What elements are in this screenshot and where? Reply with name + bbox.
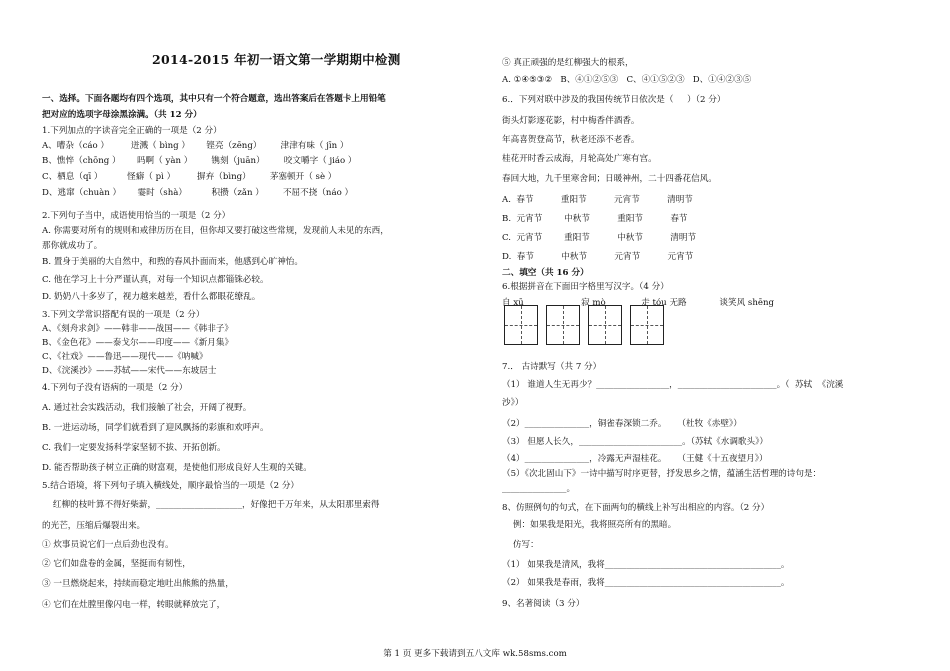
left-text-line: 5.结合语境，将下列句子填入横线处，顺序最恰当的一项是（2 分） xyxy=(42,481,300,491)
right-text-line: 7.． 古诗默写（共 7 分） xyxy=(502,362,602,372)
left-text-line: C. 他在学习上十分严谨认真，对每一个知识点都锱铢必较。 xyxy=(42,275,269,285)
tianzige-cell[interactable] xyxy=(546,305,580,345)
right-text-line: 桂花开时香云成海，月轮高处广寒有宫。 xyxy=(502,154,657,164)
right-text-line: ⑤ 真正顽强的是红柳强大的根系， xyxy=(502,58,634,68)
left-text-line: A. 你需要对所有的规则和戒律历历在目，但你却又要打破这些常规，发现前人未见的东西， xyxy=(42,226,389,236)
right-text-line: 年高喜贺登高节，秋老还添不老香。 xyxy=(502,135,640,145)
left-text-line: D、逃窜（chuàn ） 霎时（shà） 积攒（zǎn ） 不屈不挠（náo ） xyxy=(42,188,354,198)
left-text-line: 那你就成功了。 xyxy=(42,241,103,251)
right-text-line: （3） 但愿人长久，________________________。（苏轼《水调歌头》） xyxy=(502,437,769,447)
right-text-line: 例：如果我是阳光，我将照亮所有的黑暗。 xyxy=(502,520,677,530)
right-text-line: 春回大地，九千里寒舍间；日暖神州，二十四番花信风。 xyxy=(502,174,717,184)
right-text-line: 二、填空（共 16 分） xyxy=(502,268,589,278)
left-text-line: ② 它们如盘卷的金属，坚挺而有韧性， xyxy=(42,559,191,569)
right-text-line: A. ①④⑤③② B、④①②⑤③ C、④①⑤②③ D、①④②③⑤ xyxy=(502,75,752,85)
tianzige-cell[interactable] xyxy=(588,305,622,345)
page-title: 2014-2015 年初一语文第一学期期中检测 xyxy=(152,52,401,67)
left-text-line: C、栖息（qī ） 怪癖（ pì ） 摒弃（bìng） 茅塞顿开（ sè ） xyxy=(42,172,337,182)
tianzige-cell[interactable] xyxy=(504,305,538,345)
right-text-line: 仿写： xyxy=(502,540,539,550)
left-text-line: D. 奶奶八十多岁了，视力越来越差，看什么都眼花缭乱。 xyxy=(42,292,261,302)
right-text-line: C. 元宵节 重阳节 中秋节 清明节 xyxy=(502,233,697,243)
right-text-line: D. 春节 中秋节 元宵节 元宵节 xyxy=(502,252,694,262)
left-text-line: D、《浣溪沙》——苏轼——宋代——东坡居士 xyxy=(42,366,217,376)
right-text-line: （1） 如果我是清风，我将_________________________________________。 xyxy=(502,560,790,570)
right-text-line: （2）_______________，铜雀春深锁二乔。 （杜牧《赤壁》） xyxy=(502,419,742,429)
left-text-line: ① 炊事员说它们一点后劲也没有。 xyxy=(42,540,174,550)
right-text-line: 6.．下列对联中涉及的我国传统节日依次是（ ）（2 分） xyxy=(502,95,726,105)
left-text-line: D. 能否帮助孩子树立正确的财富观，是使他们形成良好人生观的关键。 xyxy=(42,463,312,473)
right-text-line: 沙》） xyxy=(502,398,524,408)
left-text-line: 一、选择。下面各题均有四个选项，其中只有一个符合题意，选出答案后在答题卡上用铅笔 xyxy=(42,94,386,104)
right-text-line: _______________。 xyxy=(502,484,576,494)
left-text-line: B、憔悴（chōng ） 吗啊（ yàn ） 镌刻（juān） 咬文嚼字（ jiáo ） xyxy=(42,156,357,166)
left-text-line: 的光芒，压缩后爆裂出来。 xyxy=(42,521,146,531)
left-text-line: ④ 它们在灶膛里像闪电一样，转眼就释放完了， xyxy=(42,600,226,610)
right-text-line: A. 春节 重阳节 元宵节 清明节 xyxy=(502,195,693,205)
right-text-line: （4）_______________，冷露无声湿桂花。 （王健《十五夜望月》） xyxy=(502,454,768,464)
left-text-line: B. 置身于美丽的大自然中，和煦的春风扑面而来，他感到心旷神怡。 xyxy=(42,257,303,267)
right-text-line: 8、仿照例句的句式，在下面两句的横线上补写出相应的内容。（2 分） xyxy=(502,503,770,513)
left-text-line: 红柳的枝叶算不得好柴薪，____________________，好像把千万年来，从太阳那里索得 xyxy=(42,500,380,510)
left-text-line: C. 我们一定要发扬科学家坚韧不拔、开拓创新。 xyxy=(42,443,226,453)
left-text-line: B、《金色花》——泰戈尔——印度——《新月集》 xyxy=(42,338,234,348)
right-text-line: 自 xū 寂 mò 走 tóu 无路 谈笑风 shēng xyxy=(502,298,775,308)
left-text-line: A. 通过社会实践活动，我们接触了社会，开阔了视野。 xyxy=(42,403,252,413)
left-text-line: 1.下列加点的字读音完全正确的一项是（2 分） xyxy=(42,126,222,136)
left-text-line: 2.下列句子当中，成语使用恰当的一项是（2 分） xyxy=(42,211,231,221)
right-text-line: （2） 如果我是春雨，我将_________________________________________。 xyxy=(502,578,790,588)
right-text-line: （1） 谁道人生无再少？_________________，_______________________。（ 苏轼 《浣溪 xyxy=(502,380,844,390)
left-text-line: B. 一进运动场，同学们就看到了迎风飘扬的彩旗和欢呼声。 xyxy=(42,423,269,433)
left-text-line: 把对应的选项字母涂黑涂满。（共 12 分） xyxy=(42,110,202,120)
left-text-line: 4.下列句子没有语病的一项是（2 分） xyxy=(42,383,188,393)
right-text-line: 6.根据拼音在下面田字格里写汉字。（4 分） xyxy=(502,282,669,292)
left-text-line: ③ 一旦燃烧起来，持续而稳定地吐出熊熊的热量， xyxy=(42,579,234,589)
right-text-line: （5）《次北固山下》一诗中描写时序更替，抒发思乡之情，蕴涵生活哲理的诗句是： xyxy=(502,469,822,479)
left-text-line: 3.下列文学常识搭配有误的一项是（2 分） xyxy=(42,310,205,320)
tianzige-cell[interactable] xyxy=(630,305,664,345)
left-text-line: A、《刻舟求剑》——韩非——战国——《韩非子》 xyxy=(42,324,233,334)
left-text-line: C、《社戏》——鲁迅——现代——《呐喊》 xyxy=(42,352,208,362)
right-text-line: 9、名著阅读（3 分） xyxy=(502,599,585,609)
page-footer: 第 1 页 更多下载请到五八文库 wk.58sms.com xyxy=(383,649,567,659)
right-text-line: B. 元宵节 中秋节 重阳节 春节 xyxy=(502,214,688,224)
right-text-line: 街头灯影逐花影，村中梅香伴酒香。 xyxy=(502,116,640,126)
left-text-line: A、嘈杂（cáo ） 迸溅（ bìng ） 铿亮（zēng） 津津有味（ jīn ） xyxy=(42,141,349,151)
